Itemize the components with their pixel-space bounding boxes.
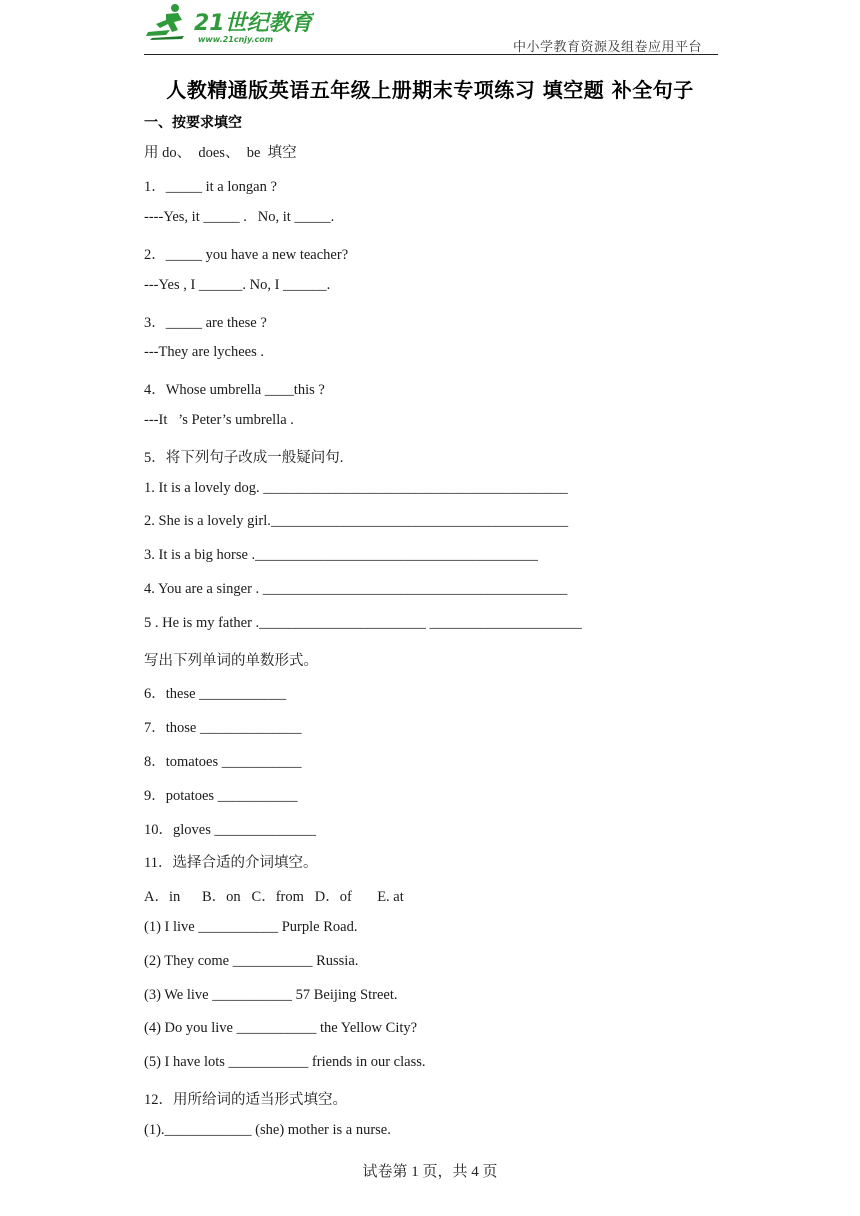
page-title: 人教精通版英语五年级上册期末专项练习 填空题 补全句子 <box>166 78 694 102</box>
question-line: 1．_____ it a longan ? <box>144 179 277 195</box>
question-line: 3．_____ are these ? <box>144 315 267 331</box>
question-line: 2．_____ you have a new teacher? <box>144 247 349 263</box>
site-label: 中小学教育资源及组卷应用平台 <box>512 40 702 55</box>
question-line: 1. It is a lovely dog. __________________________________________ <box>144 480 568 496</box>
logo-url-text: www.21cnjy.com <box>198 35 274 44</box>
question-line: (1) I live ___________ Purple Road. <box>144 919 358 935</box>
question-line: (3) We live ___________ 57 Beijing Street. <box>144 987 398 1003</box>
question-line: (1).____________ (she) mother is a nurse. <box>144 1122 391 1138</box>
question-line: A．in B．on C．from D．of E. at <box>144 889 404 905</box>
question-line: ---Yes , I ______. No, I ______. <box>144 277 331 293</box>
question-line: ---They are lychees . <box>144 344 264 360</box>
question-line: (2) They come ___________ Russia. <box>144 953 359 969</box>
section-heading: 一、按要求填空 <box>144 115 242 131</box>
question-line: 12．用所给词的适当形式填空。 <box>144 1092 347 1108</box>
question-line: 5．将下列句子改成一般疑问句. <box>144 450 344 466</box>
question-line: 写出下列单词的单数形式。 <box>144 653 318 669</box>
running-man-icon <box>146 4 184 40</box>
question-line: 7．those ______________ <box>144 720 302 736</box>
question-line: 4．Whose umbrella ____this ? <box>144 382 325 398</box>
logo-main-text: 21世纪教育 <box>194 11 313 36</box>
question-line: (5) I have lots ___________ friends in our class. <box>144 1054 426 1070</box>
question-line: 6．these ____________ <box>144 686 287 702</box>
question-line: 用 do、 does、 be 填空 <box>144 145 297 161</box>
question-line: 2. She is a lovely girl._________________________________________ <box>144 513 569 529</box>
21cnjy-logo <box>144 2 314 44</box>
question-line: 8．tomatoes ___________ <box>144 754 302 770</box>
question-line: ---It ’s Peter’s umbrella . <box>144 412 294 428</box>
page-footer: 试卷第 1 页，共 4 页 <box>362 1164 498 1180</box>
question-line: 11．选择合适的介词填空。 <box>144 855 318 871</box>
question-line: 9．potatoes ___________ <box>144 788 298 804</box>
page-header <box>144 0 718 56</box>
question-line: 3. It is a big horse ._______________________________________ <box>144 547 538 563</box>
question-line: (4) Do you live ___________ the Yellow City? <box>144 1020 418 1036</box>
header-divider <box>144 54 718 55</box>
question-line: 10．gloves ______________ <box>144 822 316 838</box>
question-line: 5 . He is my father ._______________________ _____________________ <box>144 615 582 631</box>
question-line: ----Yes, it _____ . No, it _____. <box>144 209 335 225</box>
question-line: 4. You are a singer . __________________________________________ <box>144 581 568 597</box>
